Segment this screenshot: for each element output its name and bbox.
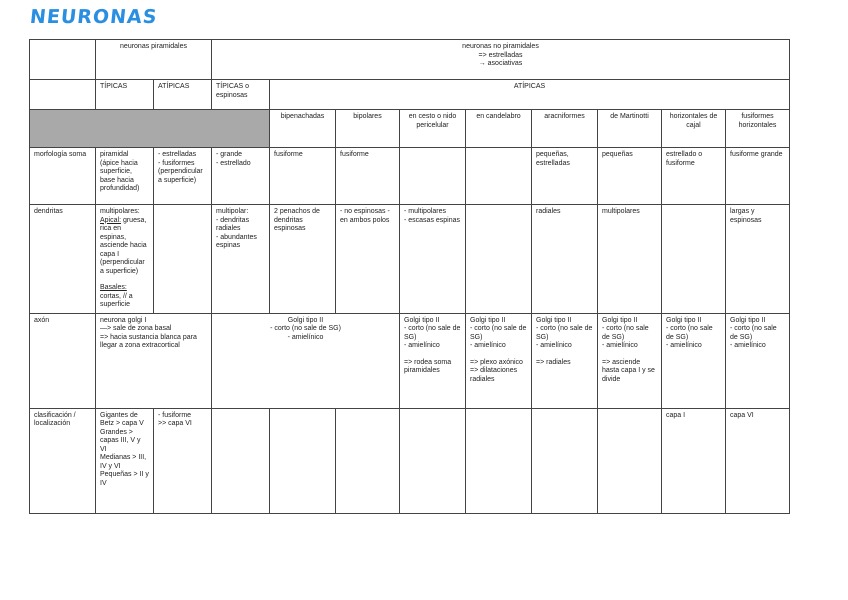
- header-np-line: neuronas no piramidales: [462, 43, 539, 50]
- subtype-header: aracniformes: [532, 110, 598, 148]
- cell: [96, 408, 154, 513]
- neuronas-table: [29, 39, 790, 514]
- apical-label: Apical:: [100, 216, 122, 224]
- cell: [400, 148, 466, 205]
- cell-line: - corto (no sale de SG): [602, 325, 649, 341]
- basales-label: Basales:: [100, 284, 127, 291]
- cell: [336, 408, 400, 513]
- cell: radiales: [532, 205, 598, 314]
- cell: [270, 408, 336, 513]
- cell-line: => dilataciones radiales: [470, 367, 518, 383]
- cell-line: - dendritas radiales: [216, 216, 250, 232]
- cell-line: - fusiformes (perpendicular a superficie): [158, 159, 203, 184]
- cell-line: Golgi tipo II: [470, 316, 506, 324]
- cell: [662, 205, 726, 314]
- cell: [154, 205, 212, 314]
- cell: [212, 408, 270, 513]
- cell-line: - amielínico: [602, 342, 638, 349]
- cell-line: - corto (no sale de SG): [730, 325, 777, 341]
- cell: [400, 313, 466, 408]
- cell-line: - corto (no sale de SG): [404, 325, 461, 341]
- cell: [212, 148, 270, 205]
- subtype-header: en candelabro: [466, 110, 532, 148]
- cell: capa I: [662, 408, 726, 513]
- cell: fusiforme: [270, 148, 336, 205]
- cell-line: => plexo axónico: [470, 358, 523, 366]
- cell: 2 penachos de dendritas espinosas: [270, 205, 336, 314]
- header-tipicas: TÍPICAS: [96, 80, 154, 110]
- cell-line: [100, 217, 149, 277]
- cell-line: multipolares:: [100, 208, 140, 215]
- header-np-line: => estrelladas: [478, 51, 523, 59]
- cell: [400, 205, 466, 314]
- cell: fusiforme grande: [726, 148, 790, 205]
- cell: [598, 313, 662, 408]
- cell-line: Golgi tipo II: [666, 316, 702, 324]
- row-label: morfología soma: [30, 148, 96, 205]
- cell-line: - corto (no sale de SG): [536, 325, 593, 341]
- cell-line: Golgi tipo II: [404, 316, 440, 324]
- cell: [400, 408, 466, 513]
- cell-line: => asciende hasta capa I y se divide: [602, 358, 655, 383]
- cell: [532, 408, 598, 513]
- cell-line: - corto (no sale de SG): [666, 325, 713, 341]
- cell-line: - amielínico: [666, 342, 702, 349]
- cell: - no espinosas - en ambos polos: [336, 205, 400, 314]
- cell-line: - amielínico: [536, 342, 572, 349]
- cell-line: neurona golgi I: [100, 316, 147, 324]
- cell: [662, 313, 726, 408]
- cell-line: => radiales: [536, 358, 571, 366]
- cell: pequeñas, estrelladas: [532, 148, 598, 205]
- row-clasificacion: [30, 408, 790, 513]
- cell: capa VI: [726, 408, 790, 513]
- cell-line: Golgi tipo II: [536, 316, 572, 324]
- row-label: dendritas: [30, 205, 96, 314]
- page-title: NEURONAS: [28, 6, 159, 28]
- cell-line: - multipolares: [404, 208, 447, 215]
- cell-line: multipolar:: [216, 208, 249, 215]
- cell-line: Golgi tipo II: [602, 316, 638, 324]
- cell-line: => rodea soma piramidales: [404, 358, 452, 374]
- cell: pequeñas: [598, 148, 662, 205]
- header-row-3: [30, 110, 790, 148]
- cell-line: - escasas espinas: [404, 216, 461, 224]
- empty-cell: [30, 80, 96, 110]
- cell-line: —> sale de zona basal: [100, 325, 172, 332]
- cell-line: Medianas > III, IV y VI: [100, 454, 147, 470]
- cell: [96, 205, 154, 314]
- subtype-header: fusiformes horizontales: [726, 110, 790, 148]
- header-row-1: [30, 40, 790, 80]
- cell-line: - estrellado: [216, 159, 251, 167]
- row-label: clasificación / localización: [30, 408, 96, 513]
- cell-line: Golgi tipo II: [730, 316, 766, 324]
- cell-line: - grande: [216, 151, 243, 158]
- cell-line: - amielínico: [470, 342, 506, 349]
- cell: [96, 313, 212, 408]
- cell-line: Pequeñas > II y IV: [100, 471, 149, 487]
- header-row-2: [30, 80, 790, 110]
- cell-line: - corto (no sale de SG): [470, 325, 527, 341]
- cell-line: - abundantes espinas: [216, 233, 257, 249]
- cell: piramidal (ápice hacia superficie, base hacia profundidad): [96, 148, 154, 205]
- cell: [212, 205, 270, 314]
- header-atipicas: ATÍPICAS: [154, 80, 212, 110]
- header-piramidales: neuronas piramidales: [96, 40, 212, 80]
- header-no-piramidales: [212, 40, 790, 80]
- subtype-header: bipenachadas: [270, 110, 336, 148]
- subtype-header: horizontales de cajal: [662, 110, 726, 148]
- cell-line: - amielínico: [730, 342, 766, 349]
- row-axon: [30, 313, 790, 408]
- cell: [726, 313, 790, 408]
- cell-line: - amielínico: [287, 333, 324, 341]
- cell-line: - amielínico: [404, 342, 440, 349]
- cell: [466, 408, 532, 513]
- cell: multipolares: [598, 205, 662, 314]
- row-morfologia: [30, 148, 790, 205]
- subtype-header: bipolares: [336, 110, 400, 148]
- cell-line: => hacia sustancia blanca para llegar a zona extracortical: [100, 333, 197, 349]
- cell: fusiforme: [336, 148, 400, 205]
- header-atipicas-np: ATÍPICAS: [270, 80, 790, 110]
- cell-merged: [212, 313, 400, 408]
- subtype-header: de Martinotti: [598, 110, 662, 148]
- header-tipicas-espinosas: TÍPICAS o espinosas: [212, 80, 270, 110]
- cell-line: - corto (no sale de SG): [270, 325, 341, 332]
- row-dendritas: [30, 205, 790, 314]
- cell-line: - estrelladas: [158, 151, 197, 158]
- header-np-line: → asociativas: [478, 60, 523, 67]
- cell: [466, 148, 532, 205]
- cell-line: >> capa VI: [158, 420, 192, 427]
- shaded-cell: [30, 110, 270, 148]
- cell-line: Grandes > capas III, V y VI: [100, 428, 141, 453]
- cell: [154, 408, 212, 513]
- cell: [154, 148, 212, 205]
- cell: [598, 408, 662, 513]
- basales-text: cortas, // a superficie: [100, 292, 133, 308]
- cell: estrellado o fusiforme: [662, 148, 726, 205]
- corner-cell: [30, 40, 96, 80]
- row-label: axón: [30, 313, 96, 408]
- cell: [466, 313, 532, 408]
- cell: [466, 205, 532, 314]
- cell-line: - fusiforme: [158, 411, 192, 419]
- cell: [532, 313, 598, 408]
- cell-line: Gigantes de Betz > capa V: [100, 411, 144, 427]
- subtype-header: en cesto o nido pericelular: [400, 110, 466, 148]
- apical-text: gruesa, rica en espinas, asciende hacia capa I (perpendicular a superficie): [100, 216, 147, 275]
- cell-line: [100, 284, 149, 310]
- cell: largas y espinosas: [726, 205, 790, 314]
- cell-line: Golgi tipo II: [287, 316, 324, 324]
